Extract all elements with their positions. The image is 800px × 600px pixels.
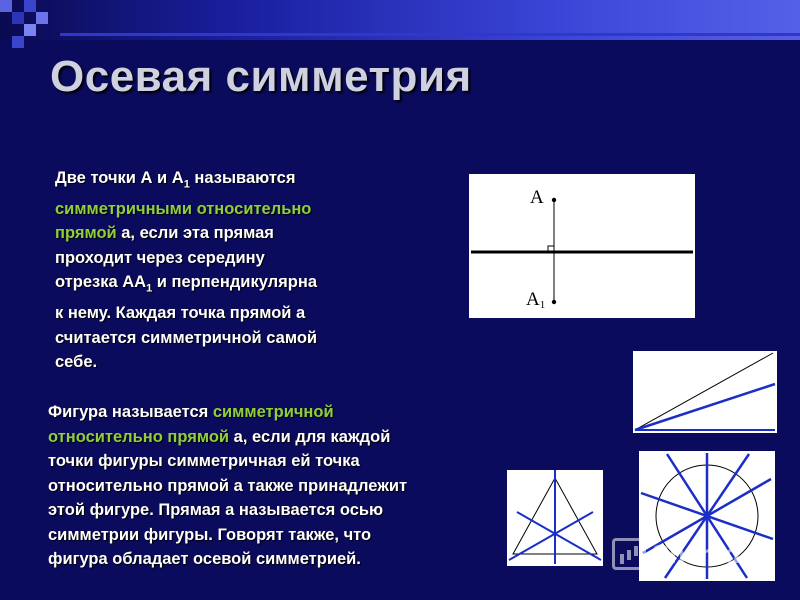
point-a1-sub: 1 xyxy=(539,299,546,311)
subscript: 1 xyxy=(183,178,190,191)
text: к нему. Каждая точка прямой а xyxy=(55,304,306,323)
text: этой фигуре. Прямая а называется осью xyxy=(48,501,384,519)
point-a1-base: A xyxy=(526,289,540,310)
text: Фигура называется xyxy=(48,403,213,421)
highlight-term: относительно прямой xyxy=(48,427,230,446)
slide-title: Осевая симметрия xyxy=(50,52,472,101)
point-a1-dot xyxy=(552,300,556,304)
text: фигура обладает осевой симметрией. xyxy=(48,550,361,568)
highlight-term: симметричными относительно xyxy=(55,199,312,218)
watermark xyxy=(612,538,740,570)
decor-square xyxy=(12,12,24,24)
highlight-term: симметричной xyxy=(212,403,334,421)
triangle-axis-left xyxy=(509,512,593,560)
text: симметрии фигуры. Говорят также, что xyxy=(48,525,372,544)
text: относительно прямой а также принадлежит xyxy=(48,476,408,495)
text: и перпендикулярна xyxy=(152,273,317,292)
header-underline xyxy=(60,33,800,36)
point-a1-label xyxy=(526,289,545,311)
text: считается симметричной самой xyxy=(55,328,318,347)
presentation-icon xyxy=(612,538,646,570)
text: а, если для каждой xyxy=(229,427,391,446)
angle-svg xyxy=(633,351,777,433)
point-a-label: A xyxy=(530,187,544,208)
point-symmetry-svg xyxy=(469,174,695,318)
text: проходит через середину xyxy=(55,248,265,267)
point-symmetry-diagram xyxy=(469,174,695,318)
decor-square xyxy=(36,12,48,24)
subscript: 1 xyxy=(146,282,153,295)
decor-square xyxy=(0,0,12,12)
triangle-axis-right xyxy=(517,512,601,560)
text: а, если эта прямая xyxy=(116,224,274,243)
text: Две точки А и А xyxy=(55,169,184,187)
text: называются xyxy=(189,169,296,187)
triangle-figure xyxy=(507,470,603,566)
triangle-svg xyxy=(507,470,603,566)
highlight-term: прямой xyxy=(55,224,117,243)
text: отрезка АА xyxy=(55,273,147,292)
angle-bisector-figure xyxy=(633,351,777,433)
definition-points xyxy=(55,166,385,375)
decor-square xyxy=(12,36,24,48)
definition-figure xyxy=(48,400,503,572)
watermark-text: Shared xyxy=(652,538,741,569)
decor-square xyxy=(24,0,36,12)
text: себе. xyxy=(55,353,98,372)
text: точки фигуры симметричная ей точка xyxy=(48,452,360,470)
point-a-dot xyxy=(552,198,556,202)
decor-square xyxy=(24,24,36,36)
